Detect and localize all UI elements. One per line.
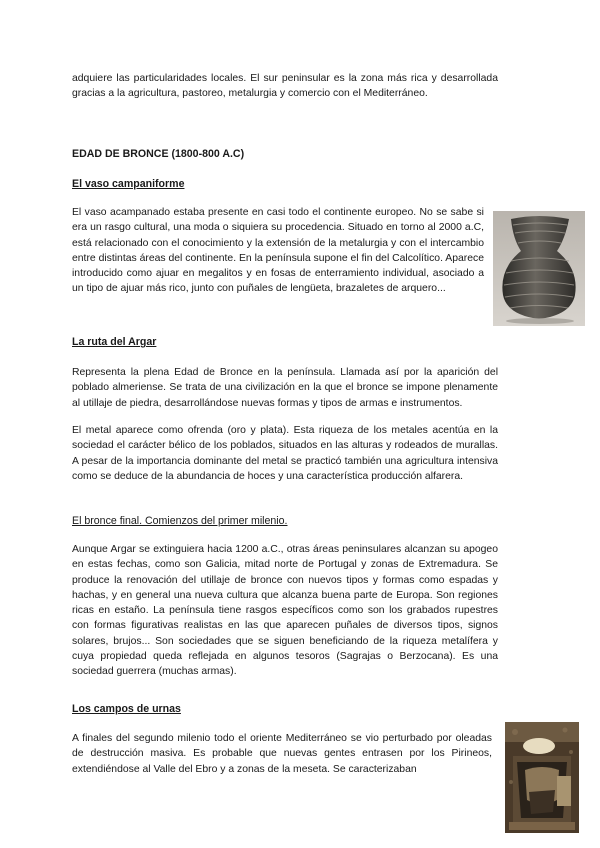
subsection-title-bronce-final: El bronce final. Comienzos del primer milenio. xyxy=(72,515,288,527)
campos-paragraph: A finales del segundo milenio todo el oriente Mediterráneo se vio perturbado por oleadas de destrucción masiva. Es probable que nuevas gentes entrasen por los Pirineos, extendiéndose al Valle del Ebro y a zonas de la meseta. Se caracterizaban xyxy=(72,733,492,775)
argar-paragraph-1: Representa la plena Edad de Bronce en la península. Llamada así por la aparición del poblado almeriense. Se trata de una civilización en la que el bronce se impone plenamente al utillaje de piedra, desarrollándose nuevas formas y tipos de armas e instrumentos. xyxy=(72,367,498,409)
subsection-title-ruta-argar: La ruta del Argar xyxy=(72,336,157,348)
subsection-title-vaso-campaniforme: El vaso campaniforme xyxy=(72,178,185,190)
argar-paragraph-2: El metal aparece como ofrenda (oro y plata). Esta riqueza de los metales acentúa en la sociedad el carácter bélico de los poblados, situados en las alturas y rodeados de murallas. A pesar de la importancia dominante del metal se practicó también una agricultura intensiva como se deduce de la abundancia de hoces y una característica producción alfarera. xyxy=(72,425,498,482)
vaso-paragraph: El vaso acampanado estaba presente en casi todo el continente europeo. No se sabe si era un rasgo cultural, una moda o siquiera su procedencia. Situado en torno al 2000 a.C, está relacionado con el conocimiento y la extensión de la metalurgia y con el intercambio entre distintas áreas del continente. En la península supone el fin del Calcolítico. Aparece introducido como ajuar en megalitos y en fosas de enterramiento individual, asociado a un tipo de ajuar más rico, junto con puñales de lengüeta, brazaletes de arquero... xyxy=(72,207,484,295)
bell-beaker-vase-image xyxy=(493,211,585,326)
bronce-final-paragraph: Aunque Argar se extinguiera hacia 1200 a.C., otras áreas peninsulares alcanzan su apogeo en estas fechas, como son Galicia, mitad norte de Portugal y zonas de Extremadura. Se produce la renovación del utillaje de bronce con nuevos tipos y formas como espadas y hachas, y en general una nueva cultura que alcanza buena parte de Europa. Son regiones ricas en estaño. La península tiene rasgos específicos como son los grabados rupestres con formas figurativas realistas en las que aparecen puñales de diversos tipos, signos solares, brujos... Son sociedades que se siguen beneficiando de la riqueza metalífera y cuya propiedad queda reflejada en algunos tesoros (Sagrajas o Berzocana). Es una sociedad guerrera (muchas armas). xyxy=(72,544,498,678)
subsection-title-campos-urnas: Los campos de urnas xyxy=(72,703,181,715)
section-title-bronze-age: EDAD DE BRONCE (1800-800 A.C) xyxy=(72,148,245,160)
urn-burial-image xyxy=(505,722,579,833)
intro-paragraph: adquiere las particularidades locales. El sur peninsular es la zona más rica y desarrollada gracias a la agricultura, pastoreo, metalurgia y comercio con el Mediterráneo. xyxy=(72,73,498,100)
